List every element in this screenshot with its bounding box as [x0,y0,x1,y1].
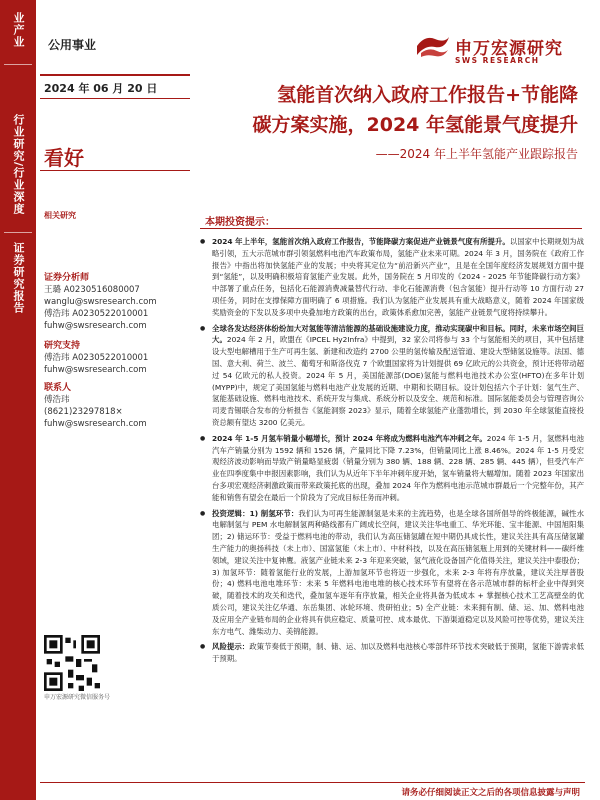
report-date: 2024 年 06 月 20 日 [44,82,158,95]
industry-name: 公用事业 [48,38,97,52]
side-separator [4,64,32,65]
footer-disclaimer: 请务必仔细阅读正文之后的各项信息披露与声明 [401,788,580,798]
report-title-line2: 碳方案实施，2024 年氢能景气度提升 [252,114,578,136]
divider [40,74,190,76]
side-label-industry: 业产业 [12,12,25,48]
divider [40,98,190,99]
contact-line: 傅浩玮 [44,395,70,405]
summary-bullet [200,236,584,319]
contact-section-title: 联系人 [44,383,72,393]
side-label-report-type: 证券研究报告 [12,242,25,314]
sws-logo-icon [415,33,451,59]
bullet-body: 政策节奏低于预期，制、储、运、加以及燃料电池核心零部件环节技术突破低于预期，氢能下游需求低于预期。 [212,642,584,664]
summary-label: 本期投资提示： [205,217,275,228]
analyst-line: 王璐 A0230516080007 [44,285,140,295]
side-separator [4,232,32,233]
bullet-lead: 全球各发达经济体纷纷加大对氢能等清洁能源的基础设施建设力度，推动实现碳中和目标。同时，未来市场空间巨大。 [212,323,584,345]
contact-email[interactable]: fuhw@swsresearch.com [44,419,147,429]
analyst-email[interactable]: fuhw@swsresearch.com [44,321,147,331]
bullet-body: 2024 年 1-5 月，氢燃料电池汽车产销量分别为 1592 辆和 1526 辆，产量同比下降 7.23%，但销量同比上涨 8.46%。2024 年 1-5 月受宏观经济波动影响而导致产销量略显疲弱（销量分别为 380 辆、188 辆、228 辆、285 辆、445 辆），但受汽车产业在四季度集中申报因素影响，我们认为从近年下半年冲刺年度开始，氢车销量将大幅增加。随着 2023 年国家出台多项宏观经济刺激政策而带来政策托底的出现，叠加 2024 年作为燃料电池示范城市群最后一个完整年份，其产能和销售有望会在最后一个阶段为了完成目标任务而冲刺。 [212,433,584,502]
qr-code-icon [44,635,100,691]
analyst-line: 傅浩玮 A0230522010001 [44,309,149,319]
bullet-body: 2024 年 2 月，欧盟在《IPCEL Hy2Infra》中提到，32 家公司将参与 33 个与氢能相关的项目，其中包括建设大型电解槽用于生产可再生氢、新建和改造约 2700 公里的氢传输及配送管道、建设大型储氢设施等。法国、德国、意大利、荷兰、波兰、葡萄牙和斯洛伐克 7 个欧盟国家将为计划提供 69 亿欧元的公共资金，预计还将带动超过 54 亿欧元的私人投资。2024 年 5 月，美国能源部(DOE)氢能与燃料电池技术办公室(HFTO)在多年计划(MYPP)中，规定了美国氢能与燃料电池产业发展的近期、中期和长期目标。设计划包括六个子计划：氢气生产、氢能基础设施、燃料电池技术、系统开发与集成、系统分析以及安全、规范和标准。国际氢能委员会与管理咨询公司麦肯锡联合发布的分析报告《氢能洞察 2023》显示，随着全球氢能产业蓬勃增长，到 2030 年全球氢能直接投资总额有望达 3200 亿美元。 [212,335,584,427]
bullet-body: 我们认为可再生能源制氢是未来的主流趋势，也是全球各国所倡导的终极能源，碱性水电解制氢与 PEM 水电解制氢两种路线都有广阔成长空间，建议关注华电重工、华光环能、宝丰能源、中国旭阳集团；2) 储运环节：受益于燃料电池的带动，我们认为高压储氢罐在短中期仍具成长性，建议关注具有高压储氢罐生产能力的奥扬科技（未上市）、国富氢能（未上市）、中材科技，以及在高压储氢瓶上用到的关键材料——碳纤维领域，建议关注中复神鹰。液氢产业链未来 2-3 年迎来突破，氢气液化设备国产化值得关注，建议关注中泰股份；3) 加氢环节：随着氢能行业的发展，上游加氢环节也将迈一步强化，未来 2-3 年将有序放量，建议关注厚普股份；4) 燃料电池电堆环节：未来 5 年燃料电池电堆的核心技术环节有望将在各示范城市群的标杆企业中得到突破，随着技术的攻关和迭代，叠加氢车逐年有序放量，相关企业将具备为低成本 + 掌握核心技术工艺高壁垒的优质公司，建议关注亿华通、东岳集团、冰轮环境、贵研铂业；5) 全产业链：未来拥有制、储、运、加、燃料电池及应用全产业链布局的企业将具有供应稳定、质量可控、成本最优、下游渠道稳定以及风险可控等优势，建议关注东方电气、潍柴动力、美锦能源。 [212,508,584,636]
contact-phone: (8621)23297818× [44,407,123,417]
rating: 看好 [44,146,84,170]
bullet-lead: 投资逻辑：1) 制氢环节： [212,508,299,518]
analyst-email[interactable]: fuhw@swsresearch.com [44,365,147,375]
analyst-section-title: 证券分析师 [44,273,90,283]
bullet-body: 以国家中长期规划为战略引领，五大示范城市群引领氢燃料电池汽车政策布局，氢能产业未来可期。2024 年 3 月，国务院在《政府工作报告》中指出将加快氢能产业的发展；中央将其定位为“前沿新兴产业”，且是在全国年度经济发展规划方面中提到“氢能”，以及明确积极培育氢能产业发展。此外，国务院在 5 月印发的《2024 - 2025 年节能降碳行动方案》中部署了重点任务，包括化石能源消费减量替代行动、非化石能源消费（包含氢能）提升行动等 10 方面行动 27 项任务，同时在支撑保障方面明确了 6 项措施。我们认为氢能产业发展具有重大战略意义，随着 2024 年国家级奖励资金的下发以及多项中央叠加地方政策的出台，政策体系愈加完善，氢能产业链景气度将持续攀升。 [212,237,584,317]
summary-bullets [200,236,584,669]
report-subtitle: ——2024 年上半年氢能产业跟踪报告 [375,147,578,161]
logo-text-cn: 申万宏源研究 [455,38,563,59]
bullet-lead: 风险提示： [212,642,250,652]
side-label-category: 行业研究/行业深度 [12,114,25,216]
report-title-line1: 氢能首次纳入政府工作报告+节能降 [277,84,578,106]
analyst-email[interactable]: wanglu@swsresearch.com [44,297,157,307]
related-research-label: 相关研究 [44,211,76,220]
bullet-lead: 2024 年上半年，氢能首次纳入政府工作报告，节能降碳方案促进产业链景气度有所提升。 [212,237,510,246]
summary-divider [200,228,582,229]
footer-divider [40,782,585,783]
analyst-line: 傅浩玮 A0230522010001 [44,353,149,363]
summary-bullet [200,433,584,504]
summary-bullet [200,508,584,638]
support-section-title: 研究支持 [44,341,81,351]
divider [40,170,190,171]
logo-text-en: SWS RESEARCH [455,56,540,65]
bullet-lead: 2024 年 1-5 月氢车销量小幅增长，预计 2024 年将成为燃料电池汽车冲刺之年。 [212,433,487,443]
qr-caption: 申万宏源研究微信服务号 [44,694,111,701]
summary-bullet [200,641,584,665]
summary-bullet [200,323,584,429]
